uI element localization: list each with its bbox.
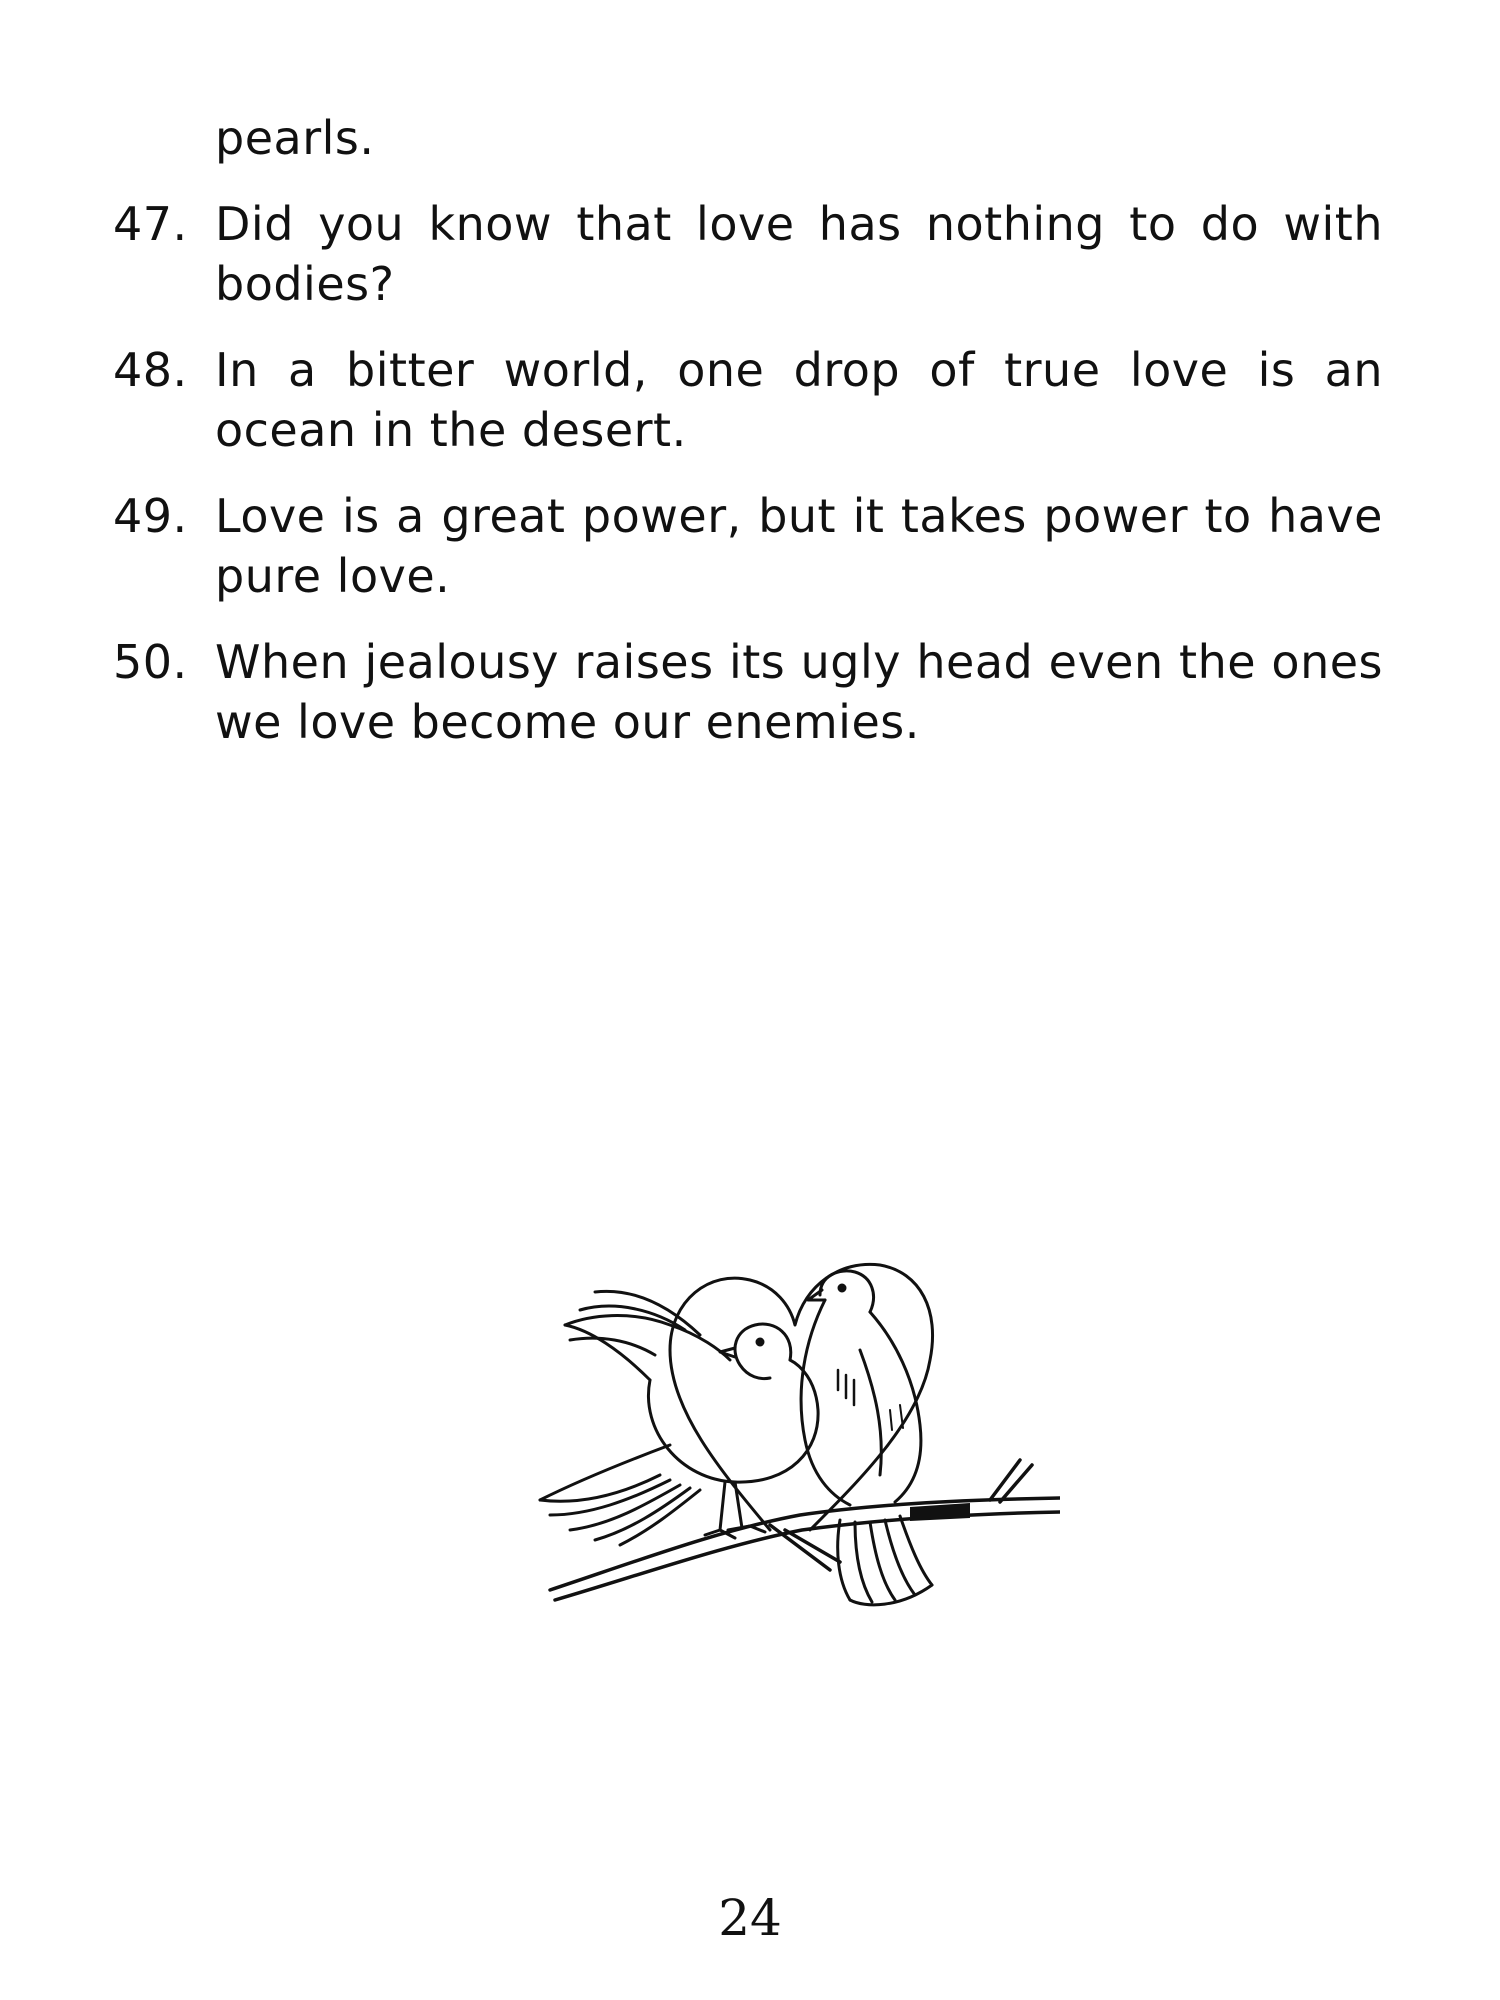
continuation-text: pearls. (215, 111, 375, 165)
item-number: 49. (113, 489, 188, 543)
branch (550, 1460, 1060, 1600)
list-item-50 (113, 632, 1383, 752)
page-number: 24 (718, 1889, 782, 1947)
text-block (113, 108, 1383, 778)
item-number: 50. (113, 635, 188, 689)
left-dove (540, 1291, 818, 1545)
item-text: Did you know that love has nothing to do with bodies? (215, 197, 1383, 311)
right-dove (801, 1271, 932, 1605)
list-item-48 (113, 340, 1383, 460)
list-item-47 (113, 194, 1383, 314)
item-text: When jealousy raises its ugly head even the ones we love become our enemies. (215, 635, 1383, 749)
list-item-49 (113, 486, 1383, 606)
doves-on-branch-icon (520, 1230, 1060, 1620)
item-text: In a bitter world, one drop of true love is an ocean in the desert. (215, 343, 1383, 457)
item-number: 47. (113, 197, 188, 251)
item-text: Love is a great power, but it takes power to have pure love. (215, 489, 1383, 603)
item-number: 48. (113, 343, 188, 397)
